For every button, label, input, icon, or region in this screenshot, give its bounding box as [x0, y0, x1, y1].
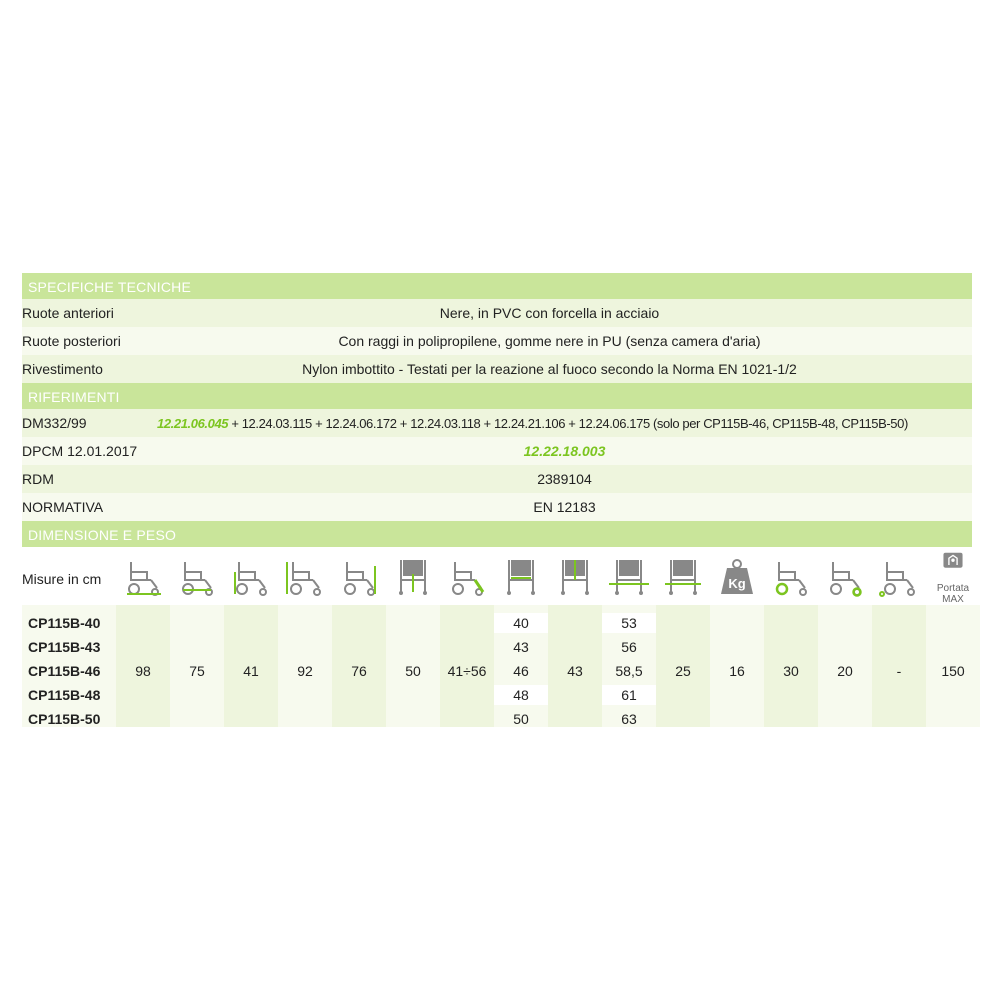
dimension-value: 30 — [783, 663, 799, 679]
ref-row-dpcm — [22, 437, 972, 465]
dimension-value: 150 — [941, 663, 965, 679]
spec-value: Nylon imbottito - Testati per la reazione al fuoco secondo la Norma EN 1021-1/2 — [302, 361, 797, 377]
section-header-dimensione: DIMENSIONE E PESO — [22, 521, 972, 547]
dimension-value: 41÷56 — [447, 663, 487, 679]
wheelchair-folded-height-icon — [332, 549, 386, 603]
wheelchair-open-width-icon — [602, 549, 656, 603]
measures-label: Misure in cm — [22, 571, 102, 587]
spec-sheet — [22, 273, 972, 727]
dimension-value: 43 — [513, 639, 529, 655]
svg-text:Kg: Kg — [728, 576, 746, 591]
dimension-value: 98 — [135, 663, 151, 679]
wheelchair-folded-width-icon — [656, 549, 710, 603]
dimension-value: 53 — [621, 615, 637, 631]
wheelchair-seat-height-icon — [224, 549, 278, 603]
ref-value — [157, 416, 972, 431]
dimension-value: 48 — [513, 687, 529, 703]
dimension-value: 20 — [837, 663, 853, 679]
dimension-value: 92 — [297, 663, 313, 679]
max-load-label: Portata MAX — [936, 583, 970, 605]
ref-label: RDM — [22, 471, 54, 487]
ref-label: DPCM 12.01.2017 — [22, 443, 138, 459]
max-load-icon — [926, 545, 980, 585]
spec-row — [22, 327, 972, 355]
model-name: CP115B-48 — [28, 687, 101, 703]
wheelchair-seat-depth-icon — [548, 549, 602, 603]
dimension-value: 40 — [513, 615, 529, 631]
dimension-value: 75 — [189, 663, 205, 679]
icon-row — [22, 547, 972, 605]
dimension-value: 50 — [513, 711, 529, 727]
wheelchair-total-height-icon — [278, 549, 332, 603]
wheelchair-front-wheel-icon — [818, 549, 872, 603]
dimension-value: 58,5 — [615, 663, 643, 679]
ref-label: NORMATIVA — [22, 499, 104, 515]
wheelchair-rear-wheel-icon — [764, 549, 818, 603]
ref-code-green: 12.21.06.045 — [157, 415, 229, 431]
ref-code-rest: + 12.24.03.115 + 12.24.06.172 + 12.24.03.118 + 12.24.21.106 + 12.24.06.175 (solo per CP115B-46, CP115B-48, CP115B-50) — [231, 415, 908, 431]
section-header-riferimenti: RIFERIMENTI — [22, 383, 972, 409]
ref-value: 2389104 — [537, 471, 592, 487]
spec-row — [22, 355, 972, 383]
dimension-value: 76 — [351, 663, 367, 679]
dimension-value: 56 — [621, 639, 637, 655]
ref-row-rdm — [22, 465, 972, 493]
dimension-table — [22, 547, 972, 727]
dimension-value: 25 — [675, 663, 691, 679]
spec-label: Ruote posteriori — [22, 333, 121, 349]
dimension-value: 46 — [513, 663, 529, 679]
model-name: CP115B-50 — [28, 711, 101, 727]
model-name: CP115B-40 — [28, 615, 101, 631]
dimension-value: 63 — [621, 711, 637, 727]
wheelchair-closed-length-icon — [170, 549, 224, 603]
ref-row-dm — [22, 409, 972, 437]
dimension-value: - — [896, 663, 902, 679]
spec-value: Con raggi in polipropilene, gomme nere in PU (senza camera d'aria) — [338, 333, 761, 349]
spec-label: Ruote anteriori — [22, 305, 114, 321]
weight-kg-icon — [710, 549, 764, 603]
dimension-grid — [22, 605, 972, 727]
wheelchair-total-length-icon — [116, 549, 170, 603]
dimension-value: 61 — [621, 687, 637, 703]
model-name: CP115B-43 — [28, 639, 101, 655]
model-name: CP115B-46 — [28, 663, 101, 679]
ref-value: 12.22.18.003 — [523, 443, 606, 459]
spec-label: Rivestimento — [22, 361, 103, 377]
dimension-value: 41 — [243, 663, 259, 679]
dimension-value: 16 — [729, 663, 745, 679]
spec-value: Nere, in PVC con forcella in acciaio — [439, 305, 660, 321]
ref-value: EN 12183 — [533, 499, 596, 515]
wheelchair-seat-width-icon — [494, 549, 548, 603]
wheelchair-legrest-length-icon — [440, 549, 494, 603]
wheelchair-anti-tip-icon — [872, 549, 926, 603]
ref-label: DM332/99 — [22, 415, 87, 431]
section-header-specifiche: SPECIFICHE TECNICHE — [22, 273, 972, 299]
ref-row-normativa — [22, 493, 972, 521]
dimension-value: 50 — [405, 663, 421, 679]
spec-row — [22, 299, 972, 327]
dimension-value: 43 — [567, 663, 583, 679]
wheelchair-total-width-icon — [386, 549, 440, 603]
